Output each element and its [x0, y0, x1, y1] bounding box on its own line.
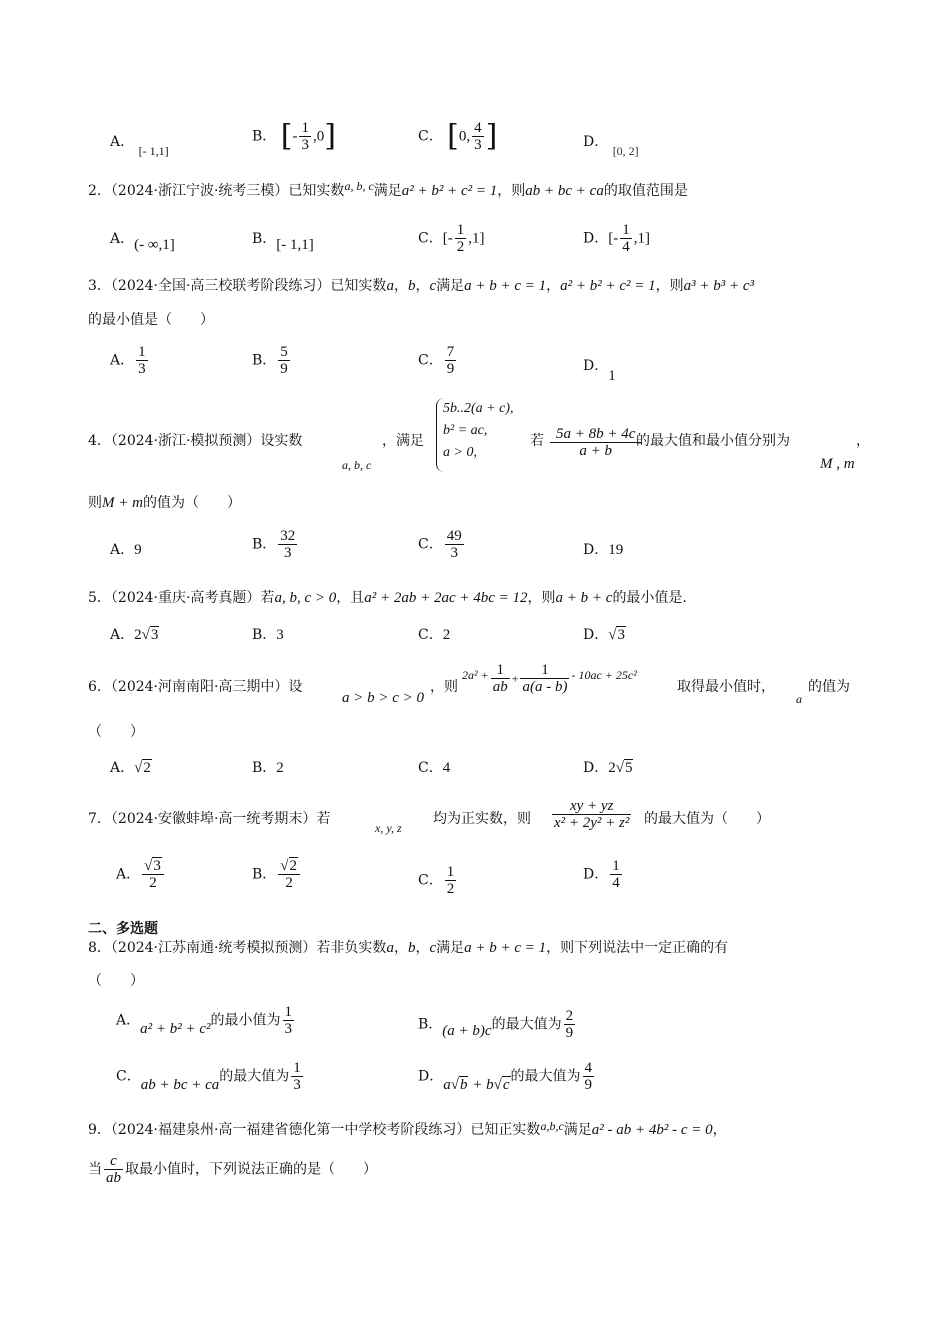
q4-Mm: M , m	[820, 456, 855, 472]
q1-option-d[interactable]: D． [0, 2]	[583, 134, 639, 158]
q2-option-d[interactable]: D．[- $\frac{1}{4}$ ,1]	[583, 222, 650, 255]
q6-stem: 6．（2024·河南南阳·高三期中）设	[88, 679, 303, 695]
q8-option-b[interactable]: B．(a + b)c的最大值为 $\frac{2}{9}$	[418, 1008, 574, 1041]
q3-option-d[interactable]: D．1	[583, 358, 616, 384]
q9-stem-line2: 当 $\frac{c}{ab}$ 取最小值时，下列说法正确的是（ ）	[88, 1153, 377, 1186]
q4-comma: ，	[856, 433, 870, 449]
q8-stem-line2: （ ）	[88, 973, 144, 989]
q4-satisfy: ，满足	[382, 433, 424, 449]
q2-option-b[interactable]: B．[- 1,1]	[252, 231, 314, 253]
q5-option-a[interactable]: A．2√3	[110, 627, 159, 643]
q8-option-a[interactable]: A．a² + b² + c²的最小值为 $\frac{1}{3}$	[116, 1004, 293, 1037]
q6-then: ，则	[430, 679, 458, 695]
q8-stem: 8．（2024·江苏南通·统考模拟预测）若非负实数a，b，c满足a + b + c = 1，则下列说法中一定正确的有	[88, 940, 729, 956]
q9-stem: 9．（2024·福建泉州·高一福建省德化第一中学校考阶段练习）已知正实数a,b,c满足a² - ab + 4b² - c = 0，	[88, 1119, 727, 1138]
q5-option-c[interactable]: C．2	[418, 627, 451, 643]
q7-option-c[interactable]: C． $\frac{1}{2}$	[418, 864, 455, 897]
q2-stem: 2．（2024·浙江宁波·统考三模）已知实数a, b, c满足a² + b² + c² = 1，则ab + bc + ca的取值范围是	[88, 179, 688, 199]
q6-option-b[interactable]: B．2	[252, 760, 284, 776]
q4-option-a[interactable]: A．9	[110, 542, 142, 558]
q4-option-b[interactable]: B． $\frac{32}{3}$	[252, 528, 296, 561]
q6-option-c[interactable]: C．4	[418, 760, 451, 776]
q3-stem-line2: 的最小值是（ ）	[88, 312, 214, 328]
q6-stem-line2: （ ）	[88, 724, 144, 740]
q7-tail: 的最大值为（ ）	[644, 811, 770, 827]
q7-option-b[interactable]: B． $\frac{√2}{2}$	[252, 858, 302, 891]
q4-option-c[interactable]: C． $\frac{49}{3}$	[418, 528, 462, 561]
q4-fraction: $\frac{5a + 8b + 4c}{a + b}$	[548, 426, 643, 459]
q7-stem: 7．（2024·安徽蚌埠·高一统考期末）若	[88, 811, 331, 827]
q8-option-c[interactable]: C．ab + bc + ca的最大值为 $\frac{1}{3}$	[116, 1060, 301, 1093]
q4-if: 若	[530, 433, 544, 449]
q3-option-c[interactable]: C． $\frac{7}{9}$	[418, 344, 455, 377]
q4-condition-system: 5b..2(a + c), b² = ac, a > 0,	[436, 398, 514, 472]
section-heading-multiple-choice: 二、多选题	[88, 921, 158, 937]
q1-option-a[interactable]: A． [- 1,1]	[110, 134, 169, 158]
q5-stem: 5．（2024·重庆·高考真题）若a, b, c > 0，且a² + 2ab + 2ac + 4bc = 12，则a + b + c的最小值是.	[88, 590, 687, 606]
q4-option-d[interactable]: D．19	[583, 542, 624, 558]
q6-var-a: a	[796, 692, 802, 706]
q3-stem: 3．（2024·全国·高三校联考阶段练习）已知实数a，b，c满足a + b + c = 1，a² + b² + c² = 1，则a³ + b³ + c³	[88, 278, 755, 294]
q6-cond: a > b > c > 0	[342, 690, 425, 706]
q2-option-a[interactable]: A．(- ∞,1]	[110, 231, 175, 253]
q7-fraction: $\frac{xy + yz}{\text{x² + 2y² + z²}}$	[554, 798, 630, 831]
q7-option-a[interactable]: A． $\frac{√3}{2}$	[116, 858, 166, 891]
q4-stem: 4．（2024·浙江·模拟预测）设实数	[88, 433, 303, 449]
q8-option-d[interactable]: D．a√b + b√c的最大值为 $\frac{4}{9}$	[418, 1060, 592, 1093]
q6-option-d[interactable]: D．2√5	[583, 760, 633, 776]
q3-option-b[interactable]: B． $\frac{5}{9}$	[252, 344, 288, 377]
q1-option-c[interactable]: C． [0, $\frac{4}{3}$ ]	[418, 118, 498, 154]
q3-option-a[interactable]: A． $\frac{1}{3}$	[110, 344, 146, 377]
q2-option-c[interactable]: C．[- $\frac{1}{2}$ ,1]	[418, 222, 485, 255]
q1-option-b[interactable]: B． [- $\frac{1}{3}$ ,0]	[252, 118, 336, 154]
q6-option-a[interactable]: A．√2	[110, 760, 151, 776]
q6-tail: 取得最小值时，	[677, 679, 775, 695]
q4-vars: a, b, c	[342, 458, 372, 472]
q5-option-b[interactable]: B．3	[252, 627, 284, 643]
q4-stem-line2: 则M + m的值为（ ）	[88, 495, 241, 511]
q7-option-d[interactable]: D． $\frac{1}{4}$	[583, 858, 620, 891]
q6-tail2: 的值为	[808, 679, 850, 695]
q4-tail: 的最大值和最小值分别为	[636, 433, 790, 449]
q7-vars: x, y, z	[375, 821, 402, 835]
q6-expression: 2a² + $\frac{1}{ab}$ + $\frac{1}{a(a - b)}$ - 10ac + 25c²	[462, 662, 637, 695]
q7-mid: 均为正实数，则	[433, 811, 531, 827]
q5-option-d[interactable]: D．√3	[583, 627, 625, 643]
